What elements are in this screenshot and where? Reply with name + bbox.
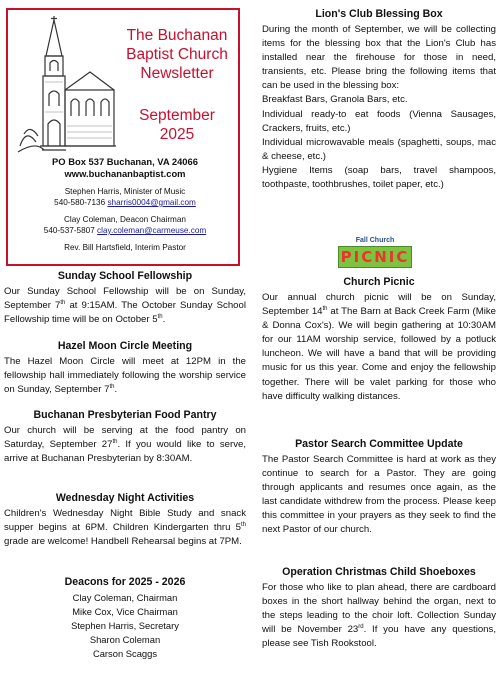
picnic-logo-word: PICNIC bbox=[338, 246, 412, 268]
food-pantry-section bbox=[4, 409, 246, 466]
hazel-moon-heading: Hazel Moon Circle Meeting bbox=[57, 340, 193, 352]
wednesday-heading: Wednesday Night Activities bbox=[55, 492, 195, 504]
list-item: Clay Coleman, Chairman bbox=[72, 592, 178, 603]
music-phone: 540-580-7136 bbox=[54, 198, 106, 207]
pastor-search-section bbox=[262, 438, 496, 538]
sunday-school-text: Our Sunday School Fellowship will be on Sunday, September 7th at 9:15AM. The October Sunday School Fellowship time will be on October 5th. bbox=[4, 286, 246, 326]
masthead-box bbox=[6, 8, 240, 266]
newsletter-title bbox=[116, 26, 238, 83]
food-pantry-text: Our church will be serving at the food pantry on Saturday, September 27th. If you would like to serve, arrive at Buchanan Presbyterian by 8:30AM. bbox=[4, 425, 246, 465]
picnic-logo bbox=[334, 236, 416, 272]
title-line: The Buchanan bbox=[126, 27, 228, 44]
deacons-list bbox=[4, 591, 246, 661]
music-contact bbox=[10, 197, 240, 208]
lions-heading: Lion's Club Blessing Box bbox=[315, 8, 443, 20]
contact-info bbox=[10, 156, 240, 253]
newsletter-date bbox=[116, 106, 238, 144]
shoeboxes-text: For those who like to plan ahead, there are cardboard boxes in the short hallway behind the organ, next to the steps leading to the choir loft. Collection Sunday will be November 23rd. If you have any questions, please see Tish Rookstool. bbox=[262, 582, 496, 650]
lions-item: Individual ready-to eat foods (Vienna Sausages, Crackers, fruits, etc.) bbox=[262, 108, 496, 134]
lions-section bbox=[262, 8, 496, 192]
shoeboxes-section bbox=[262, 566, 496, 651]
food-pantry-heading: Buchanan Presbyterian Food Pantry bbox=[33, 409, 217, 421]
music-email-link[interactable]: sharris0004@gmail.com bbox=[107, 198, 196, 207]
lions-item: Breakfast Bars, Granola Bars, etc. bbox=[262, 94, 408, 106]
church-website[interactable]: www.buchananbaptist.com bbox=[64, 168, 186, 179]
church-picnic-section bbox=[262, 276, 496, 404]
lions-item: Hygiene Items (soap bars, travel shampoos, toothpaste, toothbrushes, toilet paper, etc.) bbox=[262, 164, 496, 191]
title-line: Baptist Church bbox=[126, 46, 228, 63]
wednesday-text: Children's Wednesday Night Bible Study and snack supper begins at 6PM. Children Kindergarten thru 5th grade are welcome! Handbell Rehearsal begins at 7PM. bbox=[4, 508, 246, 548]
title-line: Newsletter bbox=[140, 65, 214, 82]
shoeboxes-heading: Operation Christmas Child Shoeboxes bbox=[282, 566, 476, 578]
church-picnic-heading: Church Picnic bbox=[343, 276, 415, 288]
deacons-section bbox=[4, 576, 246, 661]
right-column bbox=[262, 0, 496, 675]
pastor-search-heading: Pastor Search Committee Update bbox=[295, 438, 463, 450]
sunday-school-section bbox=[4, 270, 246, 327]
interim-pastor: Rev. Bill Hartsfield, Interim Pastor bbox=[64, 243, 186, 252]
music-minister: Stephen Harris, Minister of Music bbox=[64, 187, 186, 196]
list-item: Mike Cox, Vice Chairman bbox=[72, 606, 178, 617]
hazel-moon-section bbox=[4, 340, 246, 397]
hazel-moon-text: The Hazel Moon Circle will meet at 12PM in the fellowship hall immediately following the worship service on Sunday, September 7th. bbox=[4, 356, 246, 396]
wednesday-section bbox=[4, 492, 246, 549]
lions-item: Individual microwavable meals (spaghetti, soups, mac & cheese, etc.) bbox=[262, 136, 496, 162]
lions-intro: During the month of September, we will be collecting items for the blessing box that the Lion's Club has installed near the firehouse for those in need, transients, etc. Please bring the following items that can be used in the blessing box: bbox=[262, 24, 496, 92]
church-address: PO Box 537 Buchanan, VA 24066 bbox=[52, 156, 198, 167]
newsletter-year: 2025 bbox=[159, 126, 195, 143]
picnic-logo-top: Fall Church bbox=[355, 237, 395, 244]
deacons-heading: Deacons for 2025 - 2026 bbox=[64, 576, 186, 588]
newsletter-month: September bbox=[139, 107, 215, 124]
deacon-chairman: Clay Coleman, Deacon Chairman bbox=[64, 215, 186, 224]
list-item: Stephen Harris, Secretary bbox=[71, 620, 179, 631]
list-item: Carson Scaggs bbox=[92, 648, 158, 659]
list-item: Sharon Coleman bbox=[89, 634, 161, 645]
deacon-phone: 540-537-5807 bbox=[43, 226, 95, 235]
deacon-email-link[interactable]: clay.coleman@carmeuse.com bbox=[97, 226, 207, 235]
church-illustration-icon bbox=[16, 16, 116, 154]
sunday-school-heading: Sunday School Fellowship bbox=[57, 270, 193, 282]
pastor-search-text: The Pastor Search Committee is hard at work as they continue to search for a Pastor. They are going through applicants and resumes once again, as the last candidate withdrew from the process. Please keep this committee in your prayers as they seek to find the next Pastor of our church. bbox=[262, 454, 496, 536]
deacon-contact bbox=[10, 225, 240, 236]
church-picnic-text: Our annual church picnic will be on Sunday, September 14th at The Barn at Back Creek Farm (Mike & Donna Cox's). We will begin gathering at 10:30AM for our 11AM worship service, followed by a potluck luncheon. We will have a band that will be providing music for us this year. Come and enjoy the fellowship together. There will be valet parking for those who have difficulty walking distances. bbox=[262, 292, 497, 402]
